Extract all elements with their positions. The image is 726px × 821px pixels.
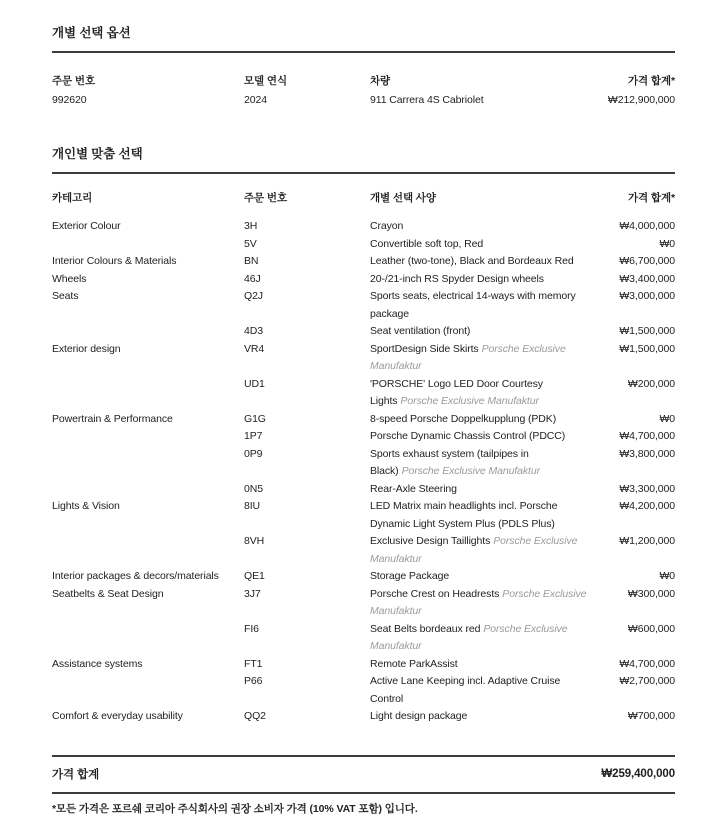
row-category: Wheels	[52, 272, 87, 285]
vat-footnote: *모든 가격은 포르쉐 코리아 주식회사의 권장 소비자 가격 (10% VAT 포함) 입니다.	[52, 802, 418, 815]
section-custom-title: 개인별 맞춤 선택	[52, 147, 143, 161]
row-option-note: Porsche Exclusive Manufaktur	[401, 465, 541, 477]
table-row	[52, 218, 675, 236]
row-category: Comfort & everyday usability	[52, 710, 183, 722]
row-category: Seats	[52, 290, 79, 302]
row-order-code: P66	[244, 675, 263, 687]
table-row	[52, 236, 675, 254]
row-option-name: SportDesign Side Skirts	[370, 342, 479, 355]
row-option-name: 20-/21-inch RS Spyder Design wheels	[370, 272, 544, 285]
row-order-code: 8VH	[244, 535, 265, 547]
row-order-code: 3J7	[244, 587, 261, 600]
header-category: 카테고리	[52, 192, 93, 204]
table-row	[52, 428, 675, 446]
row-option	[370, 288, 588, 323]
row-order-code: 4D3	[244, 325, 263, 337]
row-option	[370, 708, 588, 726]
row-price: ₩0	[659, 237, 675, 250]
row-option	[370, 376, 588, 411]
header-model-year: 모델 연식	[244, 75, 287, 87]
row-option-note: Porsche Exclusive Manufaktur	[370, 342, 566, 372]
row-option-note: Porsche Exclusive Manufaktur	[370, 587, 587, 617]
row-price: ₩1,500,000	[619, 325, 675, 337]
row-option	[370, 428, 588, 446]
row-price: ₩3,800,000	[619, 447, 675, 460]
section-options-title: 개별 선택 옵션	[52, 26, 131, 40]
row-option-name: Porsche Crest on Headrests	[370, 587, 500, 600]
row-price: ₩3,400,000	[619, 272, 675, 285]
row-option	[370, 446, 588, 481]
row-category: Exterior design	[52, 342, 121, 355]
row-order-code: G1G	[244, 412, 266, 425]
row-order-code: UD1	[244, 377, 265, 390]
row-category: Seatbelts & Seat Design	[52, 587, 164, 600]
row-category: Exterior Colour	[52, 220, 121, 232]
row-order-code: 0N5	[244, 482, 263, 495]
header-order-no: 주문 번호	[52, 75, 95, 87]
header-order-no: 주문 번호	[244, 192, 287, 204]
summary-row	[52, 757, 675, 792]
table-row	[52, 411, 675, 429]
table-row	[52, 708, 675, 726]
header-vehicle: 차량	[370, 75, 391, 87]
row-option-name: 8-speed Porsche Doppelkupplung (PDK)	[370, 412, 557, 425]
options-header-row	[52, 74, 675, 88]
row-price: ₩1,200,000	[619, 535, 675, 547]
row-option-name: Porsche Dynamic Chassis Control (PDCC)	[370, 430, 566, 442]
row-price: ₩1,500,000	[619, 342, 675, 355]
row-order-code: VR4	[244, 342, 265, 355]
row-category: Powertrain & Performance	[52, 412, 173, 425]
row-option-name: Sports seats, electrical 14-ways with memory package	[370, 290, 576, 320]
row-price: ₩4,000,000	[619, 220, 675, 232]
row-price: ₩4,200,000	[619, 500, 675, 512]
options-table-body	[52, 218, 675, 726]
table-row	[52, 288, 675, 323]
row-price: ₩3,000,000	[619, 290, 675, 302]
row-order-code: QQ2	[244, 710, 266, 722]
row-price: ₩3,300,000	[619, 482, 675, 495]
table-row	[52, 481, 675, 499]
section-divider	[52, 172, 675, 174]
summary-divider-bottom	[52, 792, 675, 794]
row-option-name: Light design package	[370, 710, 468, 722]
row-option	[370, 498, 588, 533]
row-option	[370, 323, 588, 341]
row-price: ₩0	[659, 412, 675, 425]
table-row	[52, 621, 675, 656]
table-row	[52, 656, 675, 674]
table-row	[52, 271, 675, 289]
row-option-name: Seat ventilation (front)	[370, 325, 471, 337]
row-order-code: BN	[244, 255, 259, 267]
row-option-name: Exclusive Design Taillights	[370, 535, 491, 547]
table-row	[52, 533, 675, 568]
table-row	[52, 341, 675, 376]
summary-label: 가격 합계	[52, 768, 100, 781]
row-price: ₩200,000	[627, 377, 675, 390]
header-price-total: 가격 합계*	[628, 75, 675, 87]
row-order-code: 0P9	[244, 447, 263, 460]
row-option-name: Storage Package	[370, 570, 450, 582]
row-option-name: Crayon	[370, 220, 404, 232]
row-option-name: Leather (two-tone), Black and Bordeaux Red	[370, 255, 574, 267]
row-price: ₩300,000	[627, 587, 675, 600]
table-row	[52, 498, 675, 533]
summary-value: ₩259,400,000	[601, 767, 675, 780]
section-divider	[52, 51, 675, 53]
row-price: ₩700,000	[627, 710, 675, 722]
row-option	[370, 236, 588, 254]
row-price: ₩0	[659, 570, 675, 582]
row-option-name: Seat Belts bordeaux red	[370, 622, 481, 635]
options-value-row	[52, 93, 675, 107]
value-model-year: 2024	[244, 94, 267, 106]
table-row	[52, 446, 675, 481]
row-order-code: QE1	[244, 570, 265, 582]
row-option	[370, 481, 588, 499]
row-price: ₩6,700,000	[619, 255, 675, 267]
row-price: ₩4,700,000	[619, 430, 675, 442]
row-order-code: FT1	[244, 657, 263, 670]
header-price-total: 가격 합계*	[628, 192, 675, 204]
row-option	[370, 586, 588, 621]
row-option-name: Convertible soft top, Red	[370, 237, 484, 250]
row-option-note: Porsche Exclusive Manufaktur	[370, 535, 578, 565]
header-option: 개별 선택 사양	[370, 192, 436, 204]
row-order-code: Q2J	[244, 290, 263, 302]
row-option-note: Porsche Exclusive Manufaktur	[370, 622, 568, 652]
custom-header-row	[52, 191, 675, 205]
row-option	[370, 673, 588, 708]
row-option	[370, 411, 588, 429]
table-row	[52, 568, 675, 586]
row-option	[370, 568, 588, 586]
row-order-code: 1P7	[244, 430, 263, 442]
row-category: Interior Colours & Materials	[52, 255, 177, 267]
row-order-code: 3H	[244, 220, 258, 232]
row-option	[370, 533, 588, 568]
row-category: Assistance systems	[52, 657, 143, 670]
table-row	[52, 253, 675, 271]
row-price: ₩4,700,000	[619, 657, 675, 670]
row-option-name: 'PORSCHE' Logo LED Door Courtesy Lights	[370, 377, 543, 407]
table-row	[52, 673, 675, 708]
row-price: ₩2,700,000	[619, 675, 675, 687]
row-option	[370, 341, 588, 376]
row-option-name: Remote ParkAssist	[370, 657, 458, 670]
row-order-code: 46J	[244, 272, 261, 285]
row-order-code: 5V	[244, 237, 257, 250]
row-category: Lights & Vision	[52, 500, 120, 512]
table-row	[52, 376, 675, 411]
row-order-code: FI6	[244, 622, 259, 635]
row-option	[370, 621, 588, 656]
value-price-total: ₩212,900,000	[607, 94, 675, 106]
row-option-name: LED Matrix main headlights incl. Porsche Dynamic Light System Plus (PDLS Plus)	[370, 500, 558, 530]
value-order-no: 992620	[52, 94, 87, 106]
row-option	[370, 656, 588, 674]
row-category: Interior packages & decors/materials	[52, 570, 219, 582]
row-option	[370, 218, 588, 236]
row-option	[370, 271, 588, 289]
row-option	[370, 253, 588, 271]
row-price: ₩600,000	[627, 622, 675, 635]
row-option-name: Sports exhaust system (tailpipes in Black)	[370, 447, 529, 477]
row-order-code: 8IU	[244, 500, 261, 512]
value-vehicle: 911 Carrera 4S Cabriolet	[370, 94, 484, 106]
row-option-note: Porsche Exclusive Manufaktur	[400, 395, 539, 407]
row-option-name: Active Lane Keeping incl. Adaptive Cruise Control	[370, 675, 561, 705]
row-option-name: Rear-Axle Steering	[370, 482, 457, 495]
table-row	[52, 323, 675, 341]
table-row	[52, 586, 675, 621]
